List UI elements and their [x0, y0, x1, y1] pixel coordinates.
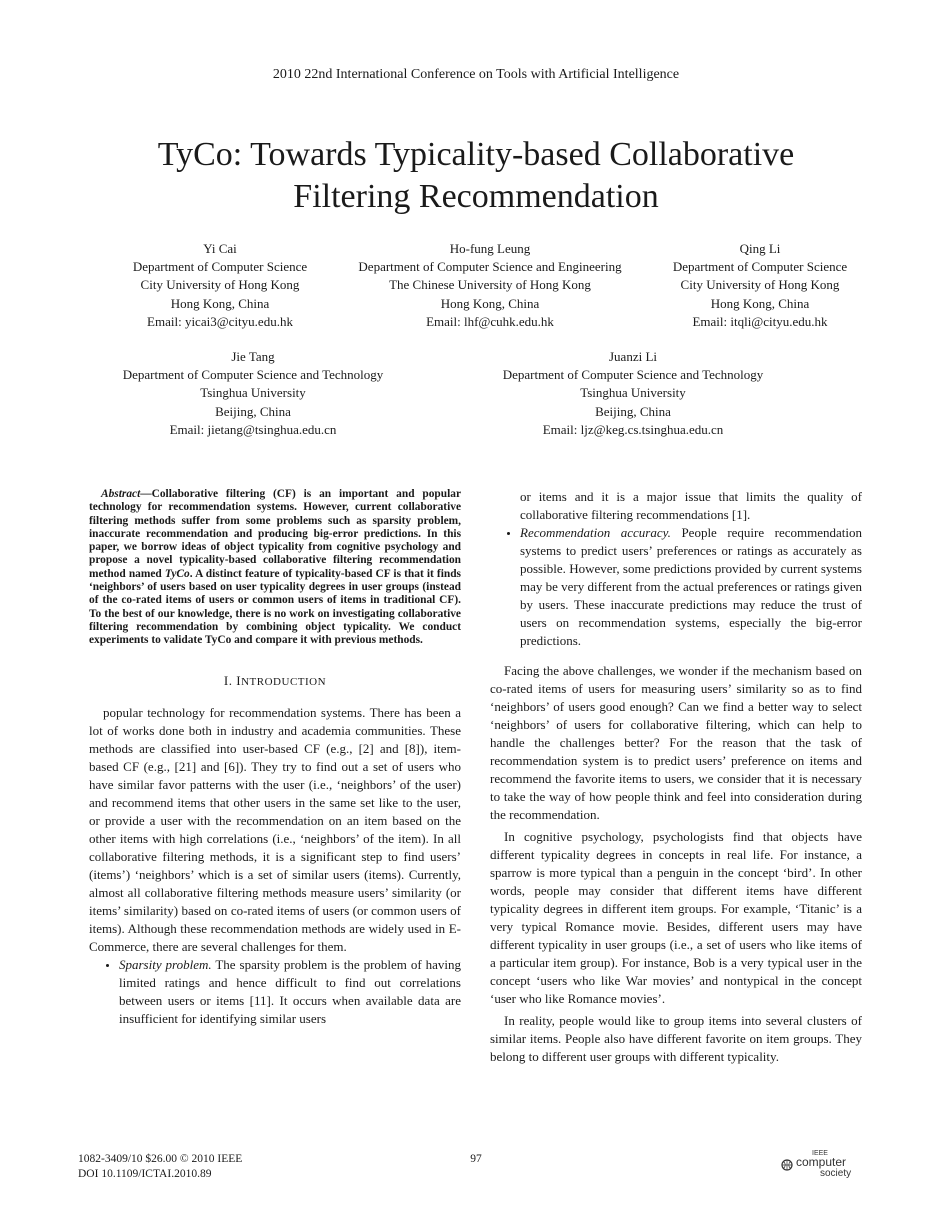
paragraph: Facing the above challenges, we wonder if the mechanism based on co-rated items of users for measuring users’ similarity so as to find ‘neighbors’ of users good enough? Can we find a better way to select ‘neighbors’ of users for collaborative filtering, which can help to handle the challenges better? For the reason that the task of recommendation system is to predict users’ preference on items and recommend the favorite items to users, we consider that it is necessary to take the way of how people think and feel into consideration during the recommendation.: [490, 663, 862, 822]
intro-paragraph: popular technology for recommendation systems. There has been a lot of works done both in industry and academia communities. These methods are classified into user-based CF (e.g., [2] and [8]), item-based CF (e.g., [21] and [6]). They try to find out a set of users who have similar favor patterns with the user (i.e., ‘neighbors’ of the user) and recommend items that other users in the same set like to the user, or provide a user with the recommendation on an item based on the other items with high correlations (i.e., ‘neighbors’ of the item). In all collaborative filtering methods, it is a significant step to find users’ (items’) ‘neighbors’ which is a set of similar users (items). Currently, almost all collaborative filtering methods measure users’ similarity (or items’ similarity) based on co-rated items of users (or common users of items). Although these recommendation methods are widely used in E-Commerce, there are several challenges for them.: [89, 704, 461, 954]
list-item-heading: Recommendation accuracy.: [520, 525, 671, 540]
author-email: Email: itqli@cityu.edu.hk: [692, 313, 828, 329]
author-location: Hong Kong, China: [170, 295, 270, 311]
author-block: [334, 240, 646, 331]
paragraph: In reality, people would like to group items into several clusters of similar items. People also have different favorite on item groups. They belong to different user groups with different typicality.: [490, 1013, 862, 1064]
footer-doi: DOI 10.1109/ICTAI.2010.89: [78, 1168, 212, 1180]
author-name: Yi Cai: [203, 241, 237, 256]
author-dept: Department of Computer Science: [132, 259, 308, 275]
section-first-letter: I: [236, 672, 242, 688]
author-name: Qing Li: [739, 241, 781, 256]
author-location: Hong Kong, China: [710, 295, 810, 311]
author-univ: The Chinese University of Hong Kong: [389, 277, 591, 293]
author-block: [472, 348, 794, 439]
author-univ: City University of Hong Kong: [680, 277, 840, 293]
title-line-2: Filtering Recommendation: [293, 178, 659, 215]
author-univ: Tsinghua University: [580, 385, 686, 401]
author-name: Juanzi Li: [608, 349, 657, 364]
author-block: [650, 240, 870, 331]
method-name: TyCo: [164, 567, 190, 580]
list-item-sparsity: [119, 956, 461, 1028]
section-heading-introduction: [89, 672, 461, 691]
author-email: Email: ljz@keg.cs.tsinghua.edu.cn: [542, 421, 724, 437]
author-dept: Department of Computer Science and Technology: [122, 367, 384, 383]
author-block: [110, 240, 330, 331]
section-title-rest: NTRODUCTION: [241, 675, 327, 688]
logo-ieee-text: IEEE: [812, 1150, 828, 1157]
list-item-continuation: or items and it is a major issue that limits the quality of collaborative filtering recommendations [1].: [520, 489, 862, 522]
paragraph: In cognitive psychology, psychologists find that objects have different typicality degrees in concepts in real life. For instance, a sparrow is more typical than a penguin in the concept ‘bird’. In other words, people may consider that different items have different typicality degrees in different item groups. For example, ‘Titanic’ is a very typical Romance movie. Besides, different users may have different typicality in user groups (i.e., a set of users who like items of a particular item group). For instance, Bob is a very typical user in the concept ‘users who like War movies’ and nontypical in the concept ‘user who like Romance movies’.: [490, 829, 862, 1006]
footer-copyright: [78, 1152, 242, 1182]
author-dept: Department of Computer Science and Technology: [502, 367, 764, 383]
challenge-list: [89, 956, 461, 1028]
author-email: Email: lhf@cuhk.edu.hk: [426, 313, 554, 329]
logo-computer-text: computer: [796, 1155, 847, 1169]
author-dept: Department of Computer Science: [672, 259, 848, 275]
list-item-text: People require recommendation systems to predict users’ preferences or ratings as accurately as possible. However, some predictions provided by current systems may be very different from the actual preferences or ratings given by users. These inaccurate predictions may reduce the trust of users on recommendation systems, especially the big-error predictions.: [520, 525, 862, 648]
abstract-text: —Collaborative filtering (CF) is an important and popular technology for recommendation systems. However, current collaborative filtering methods suffer from some problems such as sparsity problem, inaccurate recommendation and producing big-error predictions. In this paper, we borrow ideas of object typicality from cognitive psychology and propose a novel typicality-based collaborative filtering recommendation method named: [89, 488, 461, 580]
ieee-computer-society-logo: [780, 1148, 866, 1178]
page-number: 97: [470, 1153, 482, 1165]
author-location: Hong Kong, China: [440, 295, 540, 311]
author-univ: City University of Hong Kong: [140, 277, 300, 293]
list-item-accuracy: [520, 524, 862, 650]
abstract-label: Abstract: [101, 488, 141, 500]
author-email: Email: jietang@tsinghua.edu.cn: [169, 421, 337, 437]
author-name: Ho-fung Leung: [449, 241, 531, 256]
abstract-text-cont: . A distinct feature of typicality-based CF is that it finds ‘neighbors’ of users based on user typicality degrees in user groups (instead of the co-rated items of users or common users of items in traditional CF). To the best of our knowledge, there is no work on investigating collaborative filtering recommendation by combining object typicality. We conduct experiments to validate TyCo and compare it with previous methods.: [89, 567, 461, 647]
challenge-list-cont: [490, 524, 862, 650]
list-item-heading: Sparsity problem.: [119, 956, 212, 972]
logo-society-text: society: [820, 1168, 852, 1178]
author-dept: Department of Computer Science and Engineering: [358, 259, 622, 275]
list-item-text: The sparsity problem is the problem of having limited ratings and hence difficult to find out correlations between users or items [11]. It occurs when available data are insufficient for identifying similar users: [119, 956, 461, 1026]
section-numeral: I.: [223, 672, 233, 688]
title-line-1: TyCo: Towards Typicality-based Collaborative: [157, 136, 795, 173]
author-location: Beijing, China: [595, 403, 671, 419]
right-column: [490, 488, 862, 1066]
conference-header: 2010 22nd International Conference on Tools with Artificial Intelligence: [272, 67, 680, 82]
author-block: [92, 348, 414, 439]
footer-issn: 1082-3409/10 $26.00 © 2010 IEEE: [78, 1153, 243, 1165]
left-column: [89, 488, 461, 1028]
author-location: Beijing, China: [215, 403, 291, 419]
author-email: Email: yicai3@cityu.edu.hk: [147, 313, 293, 329]
abstract: [89, 488, 461, 648]
author-name: Jie Tang: [231, 349, 275, 364]
paper-title: [76, 134, 876, 218]
author-univ: Tsinghua University: [200, 385, 306, 401]
